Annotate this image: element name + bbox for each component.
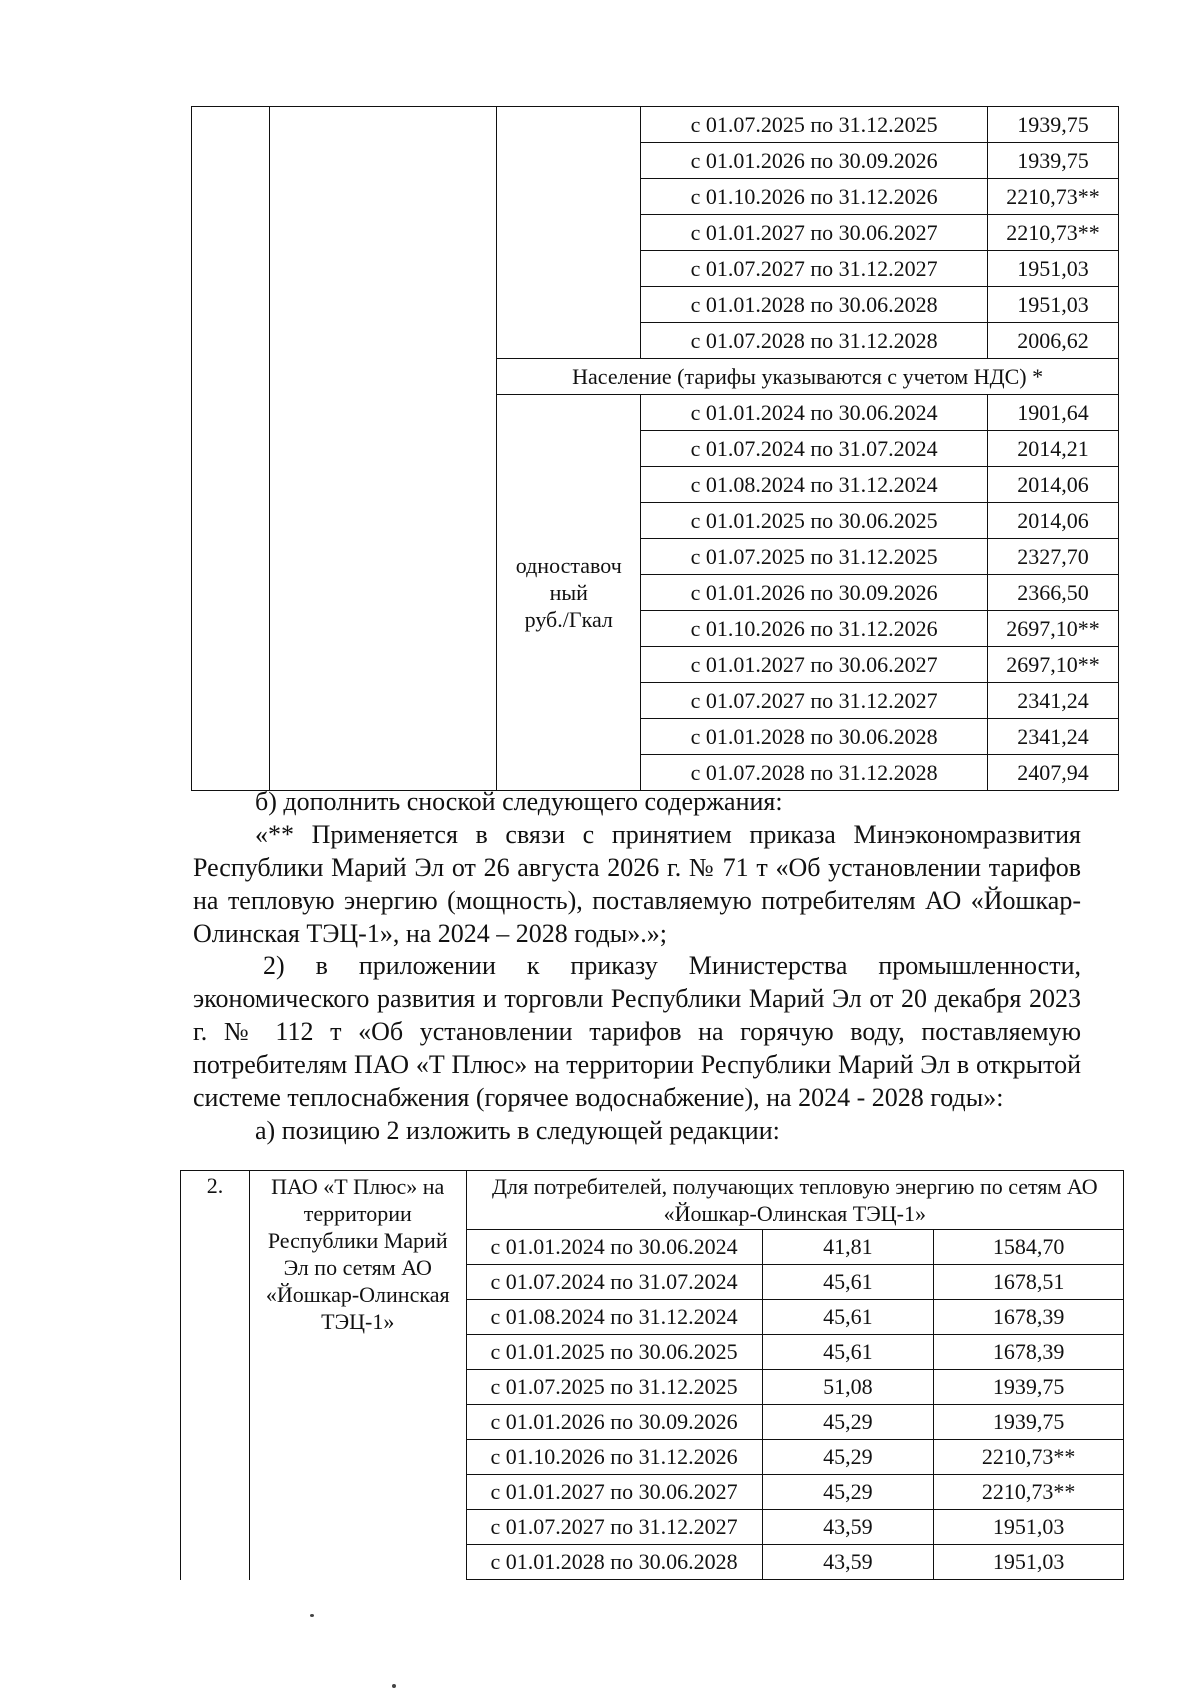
cell-period: с 01.07.2028 по 31.12.2028	[641, 755, 988, 791]
cell-period: с 01.07.2028 по 31.12.2028	[641, 323, 988, 359]
cell-component-1: 51,08	[762, 1370, 934, 1405]
cell-organization	[269, 107, 496, 791]
paragraph-b: б) дополнить сноской следующего содержания:	[255, 787, 783, 816]
cell-component-1: 45,29	[762, 1405, 934, 1440]
cell-component-1: 45,61	[762, 1265, 934, 1300]
cell-period: с 01.10.2026 по 31.12.2026	[641, 611, 988, 647]
cell-tariff: 2366,50	[988, 575, 1119, 611]
cell-component-2: 1939,75	[934, 1405, 1124, 1440]
cell-component-1: 45,29	[762, 1440, 934, 1475]
cell-period: с 01.01.2024 по 30.06.2024	[466, 1230, 762, 1265]
cell-period: с 01.01.2027 по 30.06.2027	[641, 647, 988, 683]
cell-number	[192, 107, 270, 791]
table-row	[192, 107, 1119, 143]
cell-tariff: 1951,03	[988, 287, 1119, 323]
cell-tariff: 2014,06	[988, 467, 1119, 503]
unit-line: руб./Гкал	[524, 607, 613, 632]
scan-speck	[310, 1614, 314, 1617]
cell-tariff: 2210,73**	[988, 179, 1119, 215]
cell-period: с 01.01.2028 по 30.06.2028	[641, 719, 988, 755]
paragraph-footnote: «** Применяется в связи с принятием приказа Минэкономразвития Республики Марий Эл от 26 августа 2026 г. № 71 т «Об установлении тарифов на тепловую энергию (мощность), поставляемую потребителям АО «Йошкар-Олинская ТЭЦ-1», на 2024 – 2028 годы».»;	[193, 820, 1081, 948]
cell-component-1: 45,29	[762, 1475, 934, 1510]
cell-tariff: 2697,10**	[988, 611, 1119, 647]
cell-period: с 01.01.2028 по 30.06.2028	[466, 1545, 762, 1580]
scan-speck	[392, 1684, 396, 1688]
cell-tariff: 2407,94	[988, 755, 1119, 791]
cell-component-2: 1678,39	[934, 1335, 1124, 1370]
footnote-instruction	[193, 785, 1081, 950]
cell-period: с 01.01.2026 по 30.09.2026	[641, 575, 988, 611]
cell-component-2: 1951,03	[934, 1545, 1124, 1580]
cell-period: с 01.07.2027 по 31.12.2027	[466, 1510, 762, 1545]
cell-period: с 01.07.2027 по 31.12.2027	[641, 683, 988, 719]
cell-component-1: 41,81	[762, 1230, 934, 1265]
tariff-table-continuation	[191, 106, 1119, 791]
unit-line: одноставоч	[515, 553, 622, 578]
cell-unit	[497, 107, 641, 359]
cell-period: с 01.10.2026 по 31.12.2026	[641, 179, 988, 215]
cell-period: с 01.01.2026 по 30.09.2026	[641, 143, 988, 179]
cell-period: с 01.07.2024 по 31.07.2024	[641, 431, 988, 467]
unit-line: ный	[549, 580, 588, 605]
cell-component-2: 1939,75	[934, 1370, 1124, 1405]
cell-tariff: 2210,73**	[988, 215, 1119, 251]
cell-tariff: 2697,10**	[988, 647, 1119, 683]
cell-component-1: 43,59	[762, 1545, 934, 1580]
cell-tariff: 2327,70	[988, 539, 1119, 575]
table-row-group-header	[181, 1171, 1124, 1230]
cell-component-2: 1584,70	[934, 1230, 1124, 1265]
cell-period: с 01.01.2027 по 30.06.2027	[641, 215, 988, 251]
cell-period: с 01.07.2025 по 31.12.2025	[641, 107, 988, 143]
cell-organization: ПАО «Т Плюс» на территории Республики Марий Эл по сетям АО «Йошкар-Олинская ТЭЦ-1»	[249, 1171, 466, 1580]
cell-component-1: 45,61	[762, 1300, 934, 1335]
population-header: Население (тарифы указываются с учетом НДС) *	[497, 359, 1119, 395]
cell-period: с 01.01.2028 по 30.06.2028	[641, 287, 988, 323]
cell-component-2: 2210,73**	[934, 1475, 1124, 1510]
cell-period: с 01.01.2027 по 30.06.2027	[466, 1475, 762, 1510]
cell-tariff: 2341,24	[988, 683, 1119, 719]
cell-period: с 01.07.2025 по 31.12.2025	[466, 1370, 762, 1405]
cell-period: с 01.01.2025 по 30.06.2025	[466, 1335, 762, 1370]
cell-tariff: 1939,75	[988, 107, 1119, 143]
cell-tariff: 2006,62	[988, 323, 1119, 359]
cell-component-2: 1678,51	[934, 1265, 1124, 1300]
cell-tariff: 2341,24	[988, 719, 1119, 755]
cell-component-1: 45,61	[762, 1335, 934, 1370]
hot-water-tariff-table	[180, 1170, 1124, 1580]
consumer-group-header: Для потребителей, получающих тепловую энергию по сетям АО «Йошкар-Олинская ТЭЦ-1»	[466, 1171, 1123, 1230]
paragraph-a: а) позицию 2 изложить в следующей редакции:	[255, 1116, 780, 1145]
cell-tariff: 2014,21	[988, 431, 1119, 467]
cell-period: с 01.01.2025 по 30.06.2025	[641, 503, 988, 539]
cell-period: с 01.10.2026 по 31.12.2026	[466, 1440, 762, 1475]
cell-period: с 01.07.2024 по 31.07.2024	[466, 1265, 762, 1300]
cell-tariff: 1951,03	[988, 251, 1119, 287]
cell-tariff: 1901,64	[988, 395, 1119, 431]
cell-component-1: 43,59	[762, 1510, 934, 1545]
cell-period: с 01.08.2024 по 31.12.2024	[466, 1300, 762, 1335]
cell-period: с 01.07.2027 по 31.12.2027	[641, 251, 988, 287]
cell-component-2: 1678,39	[934, 1300, 1124, 1335]
cell-component-2: 2210,73**	[934, 1440, 1124, 1475]
cell-tariff: 2014,06	[988, 503, 1119, 539]
amendment-text	[193, 949, 1081, 1147]
cell-unit	[497, 395, 641, 791]
cell-position-number: 2.	[181, 1171, 250, 1580]
cell-tariff: 1939,75	[988, 143, 1119, 179]
cell-component-2: 1951,03	[934, 1510, 1124, 1545]
cell-period: с 01.07.2025 по 31.12.2025	[641, 539, 988, 575]
cell-period: с 01.01.2026 по 30.09.2026	[466, 1405, 762, 1440]
paragraph-2: 2) в приложении к приказу Министерства промышленности, экономического развития и торговли Республики Марий Эл от 20 декабря 2023 г. № 112 т «Об установлении тарифов на горячую воду, поставляемую потребителям ПАО «Т Плюс» на территории Республики Марий Эл в открытой системе теплоснабжения (горячее водоснабжение), на 2024 - 2028 годы»:	[193, 951, 1081, 1112]
cell-period: с 01.01.2024 по 30.06.2024	[641, 395, 988, 431]
cell-period: с 01.08.2024 по 31.12.2024	[641, 467, 988, 503]
